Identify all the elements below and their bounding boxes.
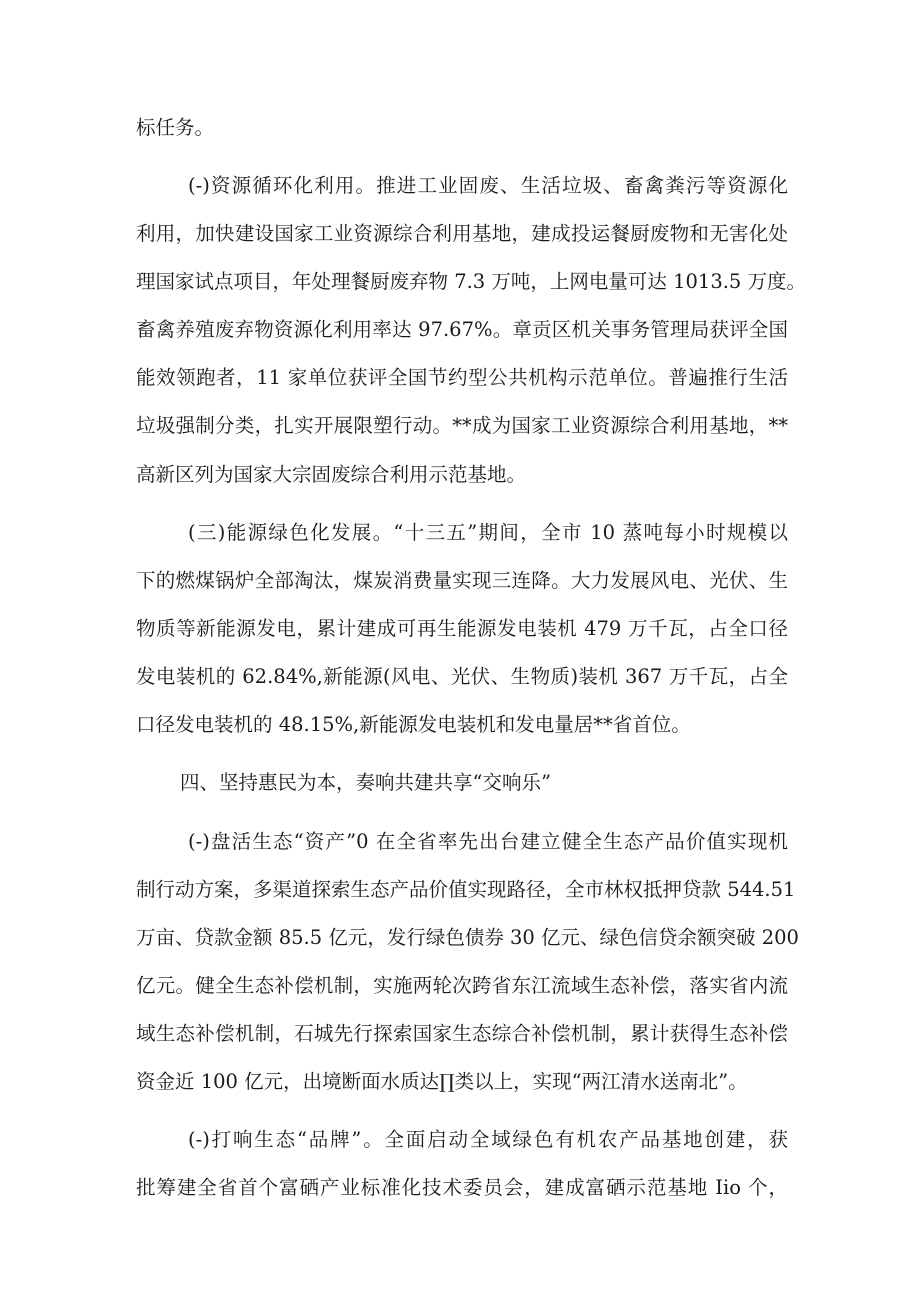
section-heading-energy-green: (三)能源绿色化发展。“十三五”期间，全市 10 蒸吨每小时规模以 <box>188 521 788 544</box>
text-line: 垃圾强制分类，扎实开展限塑行动。**成为国家工业资源综合利用基地，** <box>136 414 788 437</box>
section-heading-ecological-brand: (-)打响生态“品牌”。全面启动全域绿色有机农产品基地创建，获 <box>188 1128 788 1151</box>
text-line: 万亩、贷款金额 85.5 亿元，发行绿色债券 30 亿元、绿色信贷余额突破 200 <box>136 926 799 949</box>
text-line: 标任务。 <box>136 116 215 139</box>
text-line: 畜禽养殖废弃物资源化利用率达 97.67%。章贡区机关事务管理局获评全国 <box>136 318 788 341</box>
text-line: 发电装机的 62.84%,新能源(风电、光伏、生物质)装机 367 万千瓦，占全 <box>136 665 788 688</box>
chapter-heading: 四、坚持惠民为本，奏响共建共享“交响乐” <box>180 771 551 794</box>
text-line: 批筹建全省首个富硒产业标准化技术委员会，建成富硒示范基地 Iio 个， <box>136 1176 788 1199</box>
text-line: 口径发电装机的 48.15%,新能源发电装机和发电量居**省首位。 <box>136 713 691 736</box>
text-line: 资金近 100 亿元，出境断面水质达∏类以上，实现“两江清水送南北”。 <box>136 1070 748 1093</box>
text-line: 利用，加快建设国家工业资源综合利用基地，建成投运餐厨废物和无害化处 <box>136 222 788 245</box>
text-line: 亿元。健全生态补偿机制，实施两轮次跨省东江流域生态补偿，落实省内流 <box>136 974 788 997</box>
section-heading-resource-recycling: (-)资源循环化利用。推进工业固废、生活垃圾、畜禽粪污等资源化 <box>188 174 788 197</box>
section-heading-ecological-assets: (-)盘活生态“资产”0 在全省率先出台建立健全生态产品价值实现机 <box>188 830 788 853</box>
text-line: 制行动方案，多渠道探索生态产品价值实现路径，全市林权抵押贷款 544.51 <box>136 878 796 901</box>
text-line: 域生态补偿机制，石城先行探索国家生态综合补偿机制，累计获得生态补偿 <box>136 1022 788 1045</box>
text-line: 物质等新能源发电，累计建成可再生能源发电装机 479 万千瓦，占全口径 <box>136 617 788 640</box>
text-line: 能效领跑者，11 家单位获评全国节约型公共机构示范单位。普遍推行生活 <box>136 366 788 389</box>
text-line: 理国家试点项目，年处理餐厨废弃物 7.3 万吨，上网电量可达 1013.5 万度。 <box>136 270 807 293</box>
text-line: 下的燃煤锅炉全部淘汰，煤炭消费量实现三连降。大力发展风电、光伏、生 <box>136 569 788 592</box>
text-line: 高新区列为国家大宗固废综合利用示范基地。 <box>136 463 527 486</box>
